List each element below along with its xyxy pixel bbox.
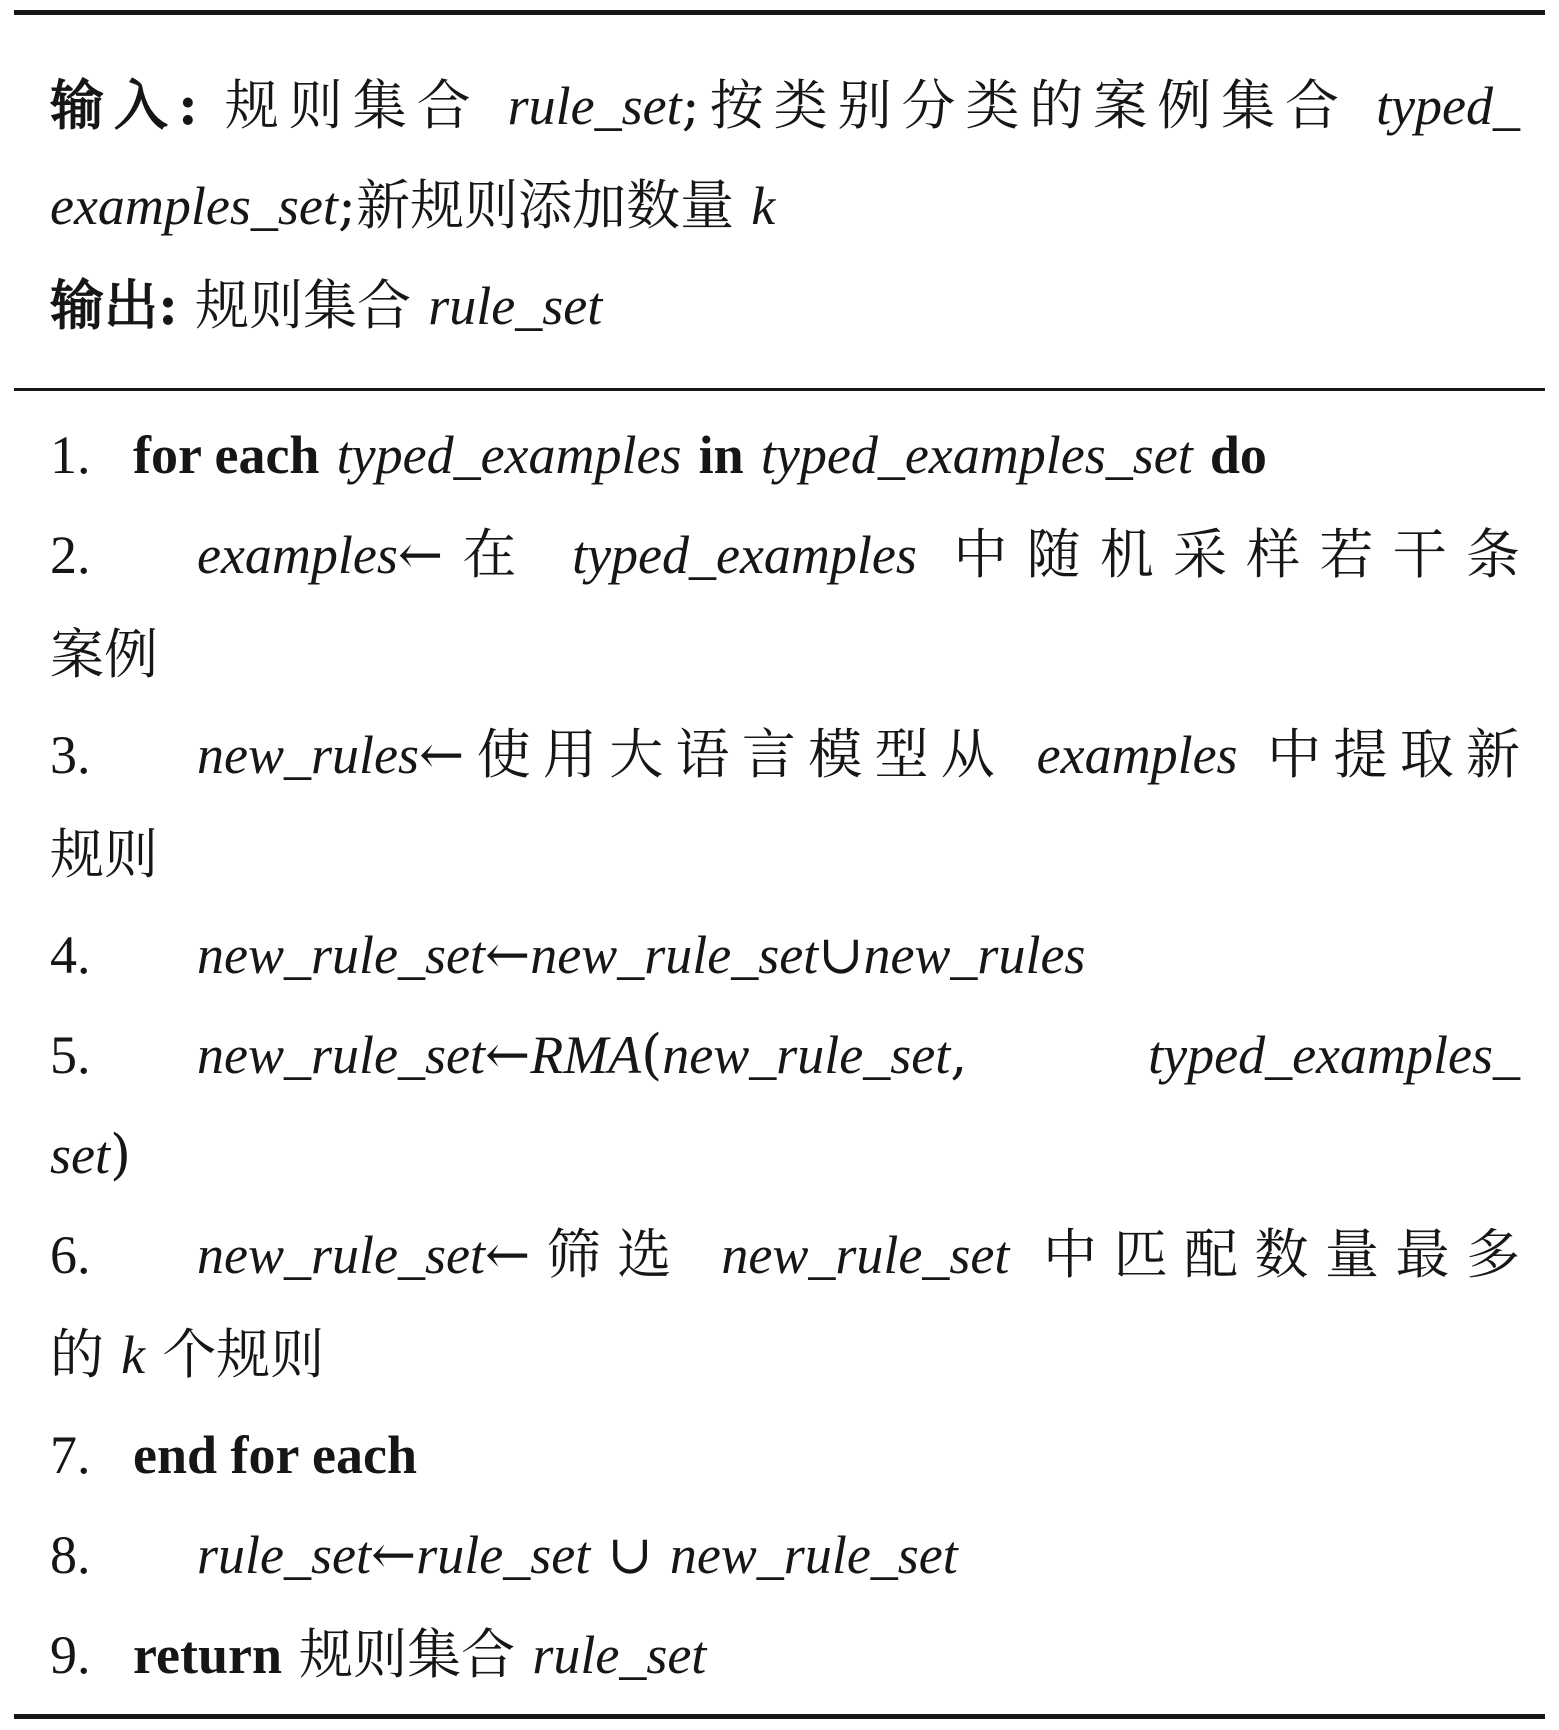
step-5-continuation: set) (50, 1123, 132, 1186)
step-9: 9. return 规则集合 rule_set (50, 1605, 1520, 1705)
step-number: 7. (50, 1425, 91, 1485)
step-2: 2. examples←在 typed_examples 中随机采样若干条 (50, 505, 1520, 605)
step-3: 3. new_rules←使用大语言模型从 examples 中提取新 (50, 705, 1520, 805)
step-number: 5. (50, 1025, 91, 1085)
step-2-continuation: 案例 (50, 623, 158, 686)
input-label: 输入: (50, 73, 198, 137)
step-4: 4. new_rule_set←new_rule_set∪new_rules (50, 905, 1520, 1005)
output-line: 输出: 规则集合 rule_set (50, 273, 603, 337)
bottom-rule (14, 1714, 1545, 1719)
step-number: 9. (50, 1625, 91, 1685)
step-number: 6. (50, 1225, 91, 1285)
input-line-1: 输入: 规则集合 rule_set;按类别分类的案例集合 typed_ (50, 73, 1521, 137)
step-number: 8. (50, 1525, 91, 1585)
step-5: 5. new_rule_set←RMA(new_rule_set, typed_examples_ (50, 1005, 1520, 1105)
step-6-continuation: 的 k 个规则 (50, 1323, 325, 1386)
step-number: 4. (50, 925, 91, 985)
top-rule (14, 10, 1545, 15)
header-divider (14, 388, 1545, 391)
step-number: 2. (50, 525, 91, 585)
step-number: 1. (50, 425, 91, 485)
step-1: 1. for each typed_examples in typed_examples_set do (50, 405, 1520, 505)
step-3-continuation: 规则 (50, 823, 158, 886)
step-8: 8. rule_set←rule_set ∪ new_rule_set (50, 1505, 1520, 1605)
step-7: 7. end for each (50, 1405, 1520, 1505)
step-6: 6. new_rule_set←筛选 new_rule_set 中匹配数量最多 (50, 1205, 1520, 1305)
output-label: 输出: (50, 273, 178, 337)
input-line-2: examples_set;新规则添加数量 k (50, 174, 776, 237)
step-number: 3. (50, 725, 91, 785)
